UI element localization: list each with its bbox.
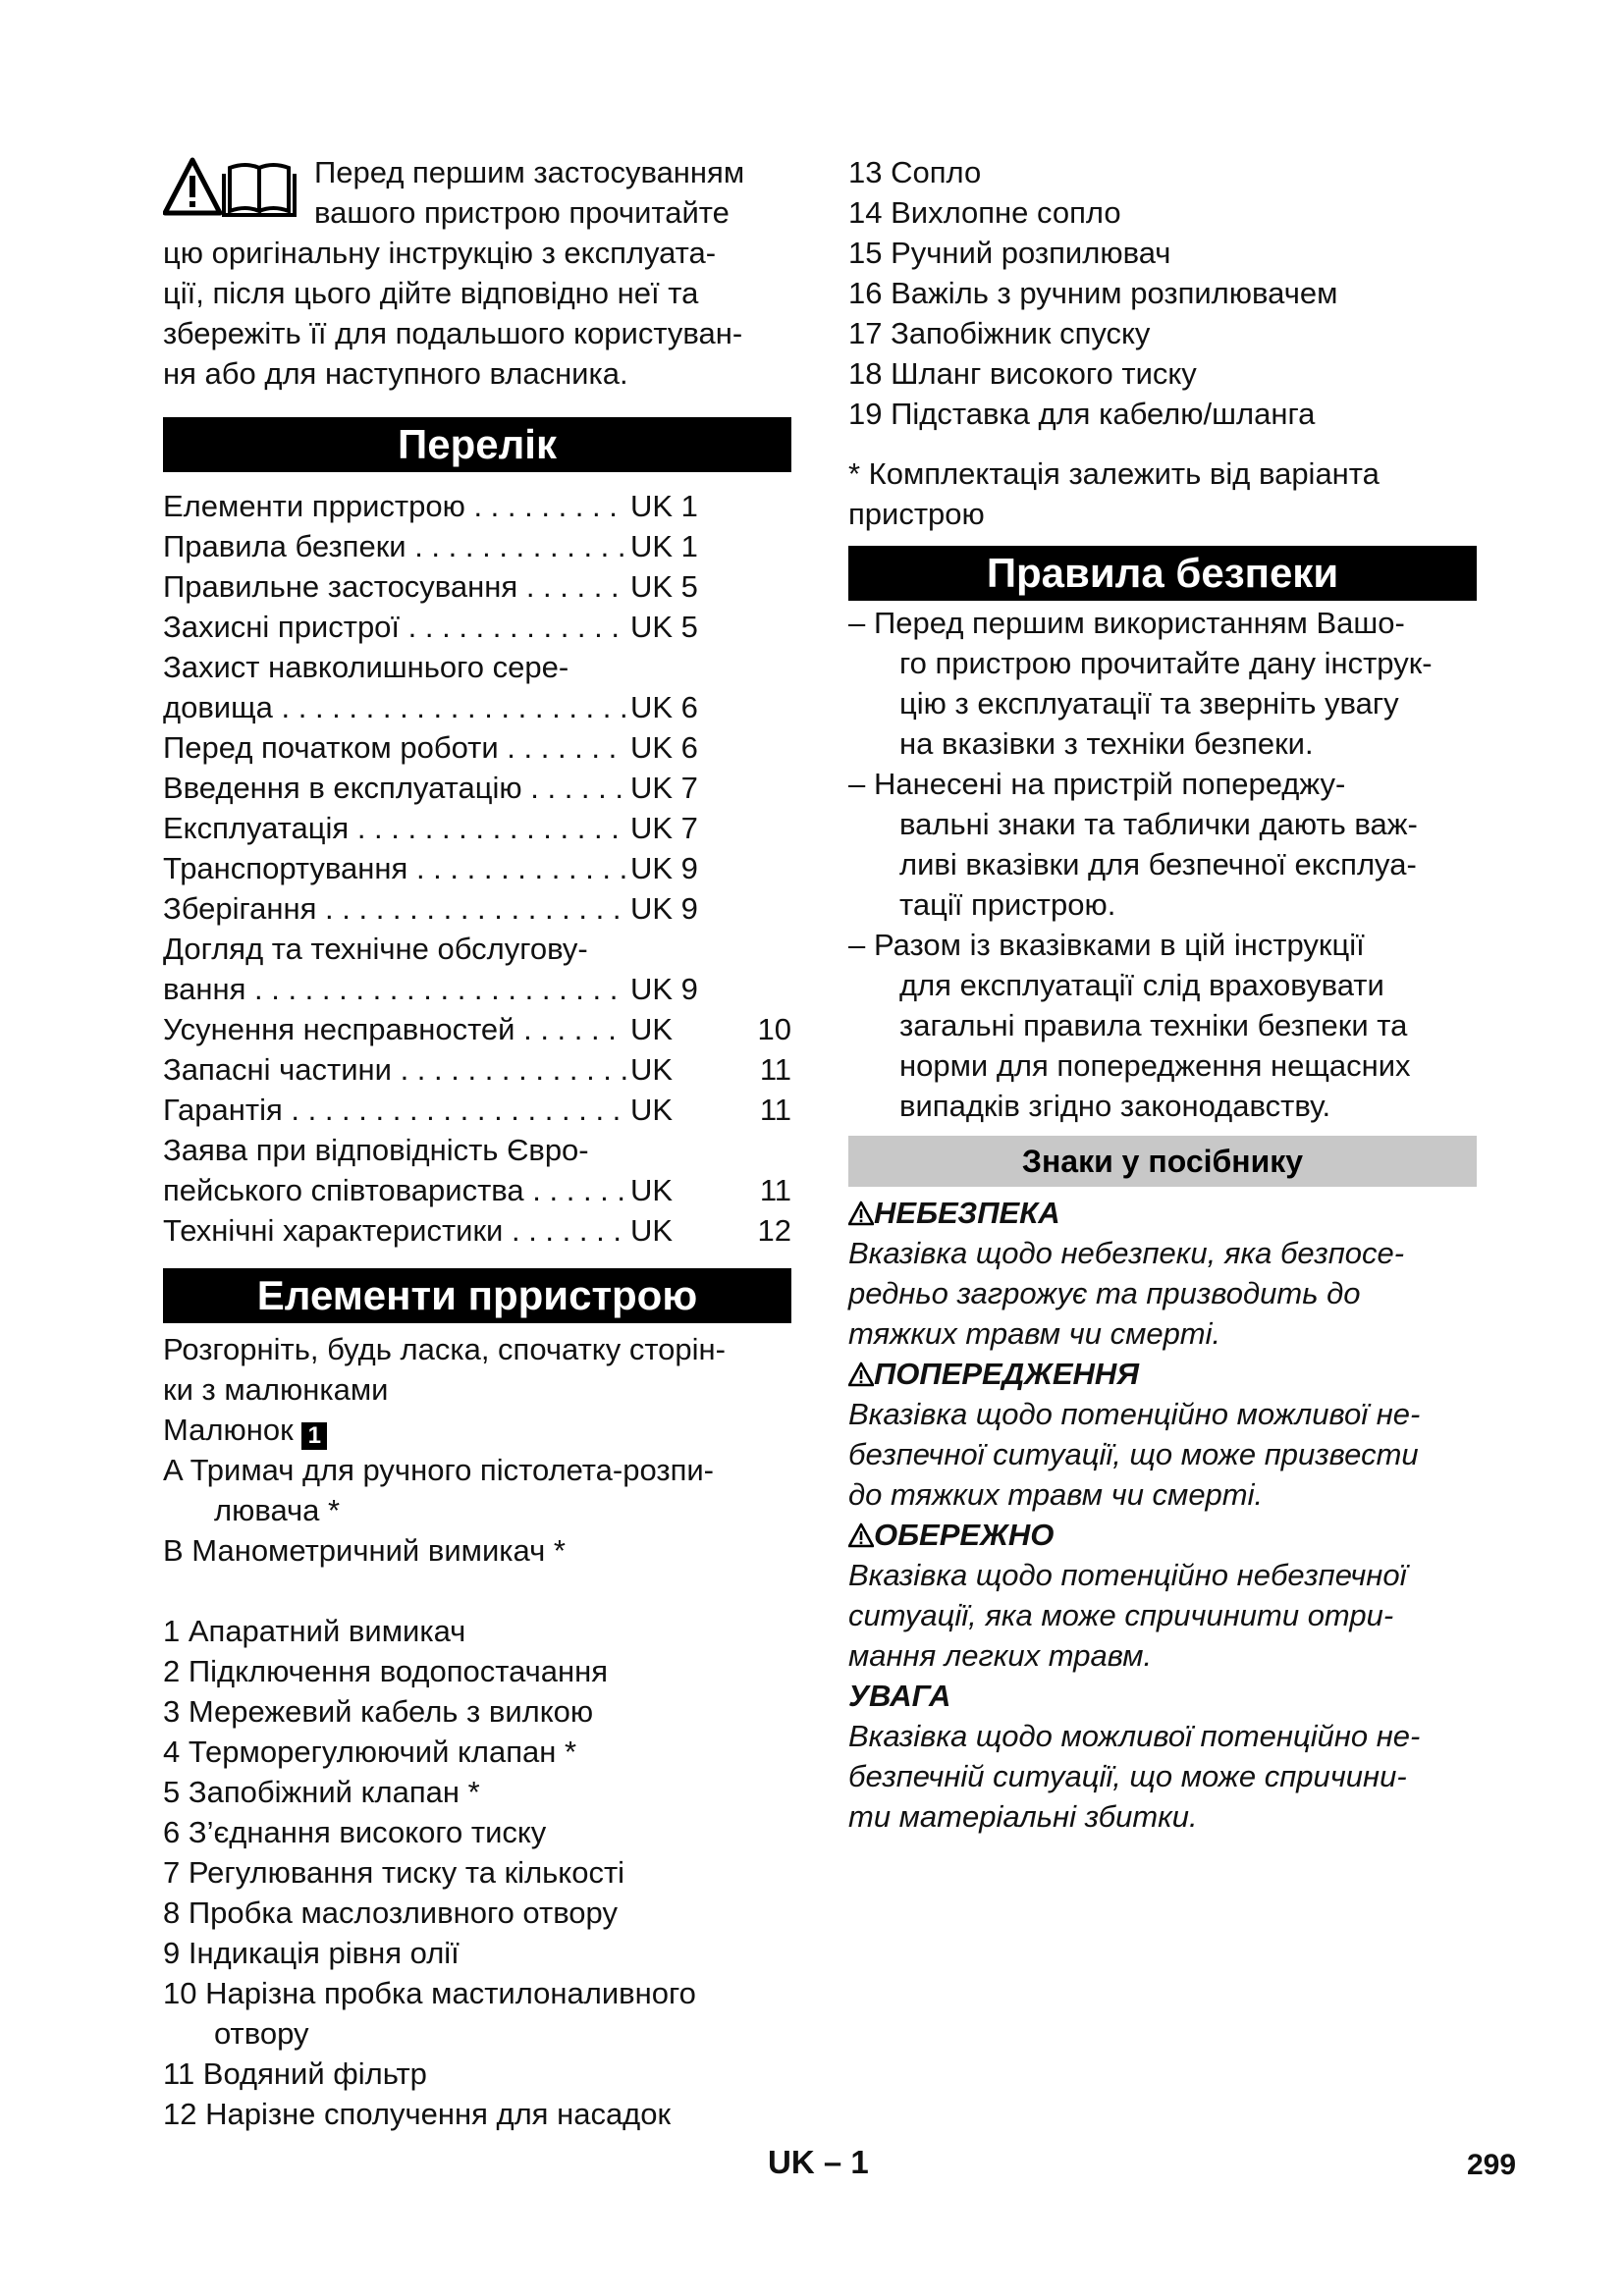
component-item [163,1651,791,1691]
signal-word-title [848,1193,1477,1233]
signal-word-description-line: Вказівка щодо потенційно можливої не- [848,1397,1421,1431]
signal-word-title [848,1354,1477,1394]
component-item: 18 Шланг високого тиску [848,356,1197,391]
toc-entry-page-prefix: UK 1 [630,529,698,563]
toc-entry [163,1049,791,1090]
safety-bullet [848,925,1477,1126]
toc-entry-title: Технічні характеристики . . . [163,1210,626,1251]
toc-entry-page [626,1090,791,1130]
toc-entry-page [626,687,791,727]
component-item: 17 Запобіжник спуску [848,316,1151,350]
toc-entry [163,687,791,727]
letter-items-list [163,1450,791,1571]
toc-entry-page-prefix: UK [630,1052,674,1087]
warning-triangle-icon [165,160,220,213]
signal-word-title [848,1515,1477,1555]
signal-word-label: НЕБЕЗПЕКА [874,1196,1060,1230]
toc-entry-page [626,607,791,647]
toc-entry-page-prefix: UK 5 [630,610,698,644]
note-line: * Комплектація залежить від варіанта [848,456,1380,491]
component-item [163,1732,791,1772]
toc-entry-page [626,1210,791,1251]
toc-entry-page-number: 11 [759,1093,791,1127]
signal-word-block [848,1676,1477,1837]
toc-entry [163,607,791,647]
toc-entry [163,566,791,607]
toc-entry-page-number: 11 [759,1173,791,1207]
component-item [163,1933,791,1973]
toc-entry-page [626,969,791,1009]
component-line: 12 Нарізне сполучення для насадок [163,2097,672,2131]
signal-word-label: ПОПЕРЕДЖЕННЯ [874,1357,1139,1391]
toc-entry-page-prefix: UK [630,1173,674,1207]
bullet-dash: – [848,767,866,801]
toc-entry-title: Зберігання . . . [163,888,626,929]
toc-entry-page-number: 11 [759,1052,791,1087]
toc-entry-page [626,526,791,566]
signal-word-description-line: мання легких травм. [848,1638,1153,1673]
component-line: A Тримач для ручного пістолета-розпи- [163,1453,714,1487]
component-item [163,2054,791,2094]
intro-line: Перед першим застосуванням [314,155,745,189]
toc-entry-page [626,808,791,848]
footer-page-number: 299 [1467,2149,1517,2181]
toc-entry [163,848,791,888]
safety-bullet-line: тації пристрою. [899,887,1116,922]
component-letter-item [163,1450,791,1530]
safety-bullet-line: загальні правила техніки безпеки та [899,1008,1408,1042]
component-item: 14 Вихлопне сопло [848,195,1121,230]
toc-entry [163,969,791,1009]
safety-bullet-line: цію з експлуатації та зверніть увагу [899,686,1399,721]
toc-entry-page-prefix: UK 7 [630,811,698,845]
safety-bullet-line [848,925,1477,965]
toc-entry-page-prefix: UK 9 [630,891,698,926]
signal-word-block [848,1193,1477,1354]
signal-word-label: ОБЕРЕЖНО [874,1518,1055,1552]
component-line: 3 Мережевий кабель з вилкою [163,1694,594,1729]
component-line: 5 Запобіжний клапан * [163,1775,480,1809]
signal-word-label: УВАГА [848,1679,951,1713]
left-column [163,152,791,2134]
component-line: 6 З’єднання високого тиску [163,1815,547,1849]
toc-entry-title: пейського співтовариства . . . [163,1170,626,1210]
toc-entry-title: Усунення несправностей . . . [163,1009,626,1049]
intro-line: вашого пристрою прочитайте [314,195,730,230]
toc-entry-page [626,1009,791,1049]
safety-bullet-text: Нанесені на пристрій попереджу- [874,767,1346,801]
safety-bullet-line: на вказівки з техніки безпеки. [899,726,1314,761]
signal-word-description-line: редньо загрожує та призводить до [848,1276,1361,1310]
component-item: 16 Важіль з ручним розпилювачем [848,276,1338,310]
toc-entry-title: Експлуатація . . . [163,808,626,848]
safety-bullet [848,603,1477,764]
toc-entry [163,1009,791,1049]
signal-word-title [848,1676,1477,1716]
toc-entry [163,808,791,848]
safety-bullet-line: вальні знаки та таблички дають важ- [899,807,1418,841]
component-line: 7 Регулювання тиску та кількості [163,1855,625,1890]
toc-entry [163,727,791,768]
component-letter-item [163,1530,791,1571]
toc-entry-title: Елементи прристрою . . . [163,486,626,526]
toc-entry-page [626,727,791,768]
bullet-dash: – [848,928,866,962]
signal-word-description-line: тяжких травм чи смерті. [848,1316,1221,1351]
signal-word-description-line: ситуації, яка може спричинити отри- [848,1598,1394,1632]
toc-entry-page-prefix: UK 9 [630,972,698,1006]
toc-entry-page [626,486,791,526]
toc-entry-page [626,1049,791,1090]
safety-bullet-line: ливі вказівки для безпечної експлуа- [899,847,1417,881]
toc-entry-title: Введення в експлуатацію . . . [163,768,626,808]
toc-entry [163,888,791,929]
toc-entry-page-prefix: UK 6 [630,690,698,724]
toc-entry-page-prefix: UK 5 [630,569,698,604]
toc-entry [163,1170,791,1210]
toc-entry [163,768,791,808]
component-line: 2 Підключення водопостачання [163,1654,609,1688]
signal-word-block [848,1515,1477,1676]
toc-entry [163,486,791,526]
table-of-contents [163,486,791,1251]
component-item [163,1973,791,2054]
signal-word-description-line: безпечній ситуації, що може спричини- [848,1759,1407,1793]
toc-entry-title: вання . . . [163,969,626,1009]
safety-bullet-line [848,764,1477,804]
toc-entry-page [626,888,791,929]
toc-entry-title: Запасні частини . . . [163,1049,626,1090]
component-line: 1 Апаратний вимикач [163,1614,466,1648]
signal-word-description-line: безпечної ситуації, що може призвести [848,1437,1419,1471]
footer-page-marker [768,2142,869,2182]
elements-intro-line: ки з малюнками [163,1372,389,1407]
signal-word-description-line: Вказівка щодо можливої потенційно не- [848,1719,1421,1753]
intro-line: цю оригінальну інструкцію з експлуата- [163,236,717,270]
toc-entry-page-prefix: UK [630,1213,674,1248]
safety-bullet-line: норми для попередження нещасних [899,1048,1411,1083]
safety-bullet-line: го пристрою прочитайте дану інструк- [899,646,1433,680]
toc-entry-title: Захисні пристрої . . . [163,607,626,647]
toc-entry-title: Гарантія . . . [163,1090,626,1130]
signal-word-block [848,1354,1477,1515]
toc-entry-page-prefix: UK [630,1012,674,1046]
safety-bullets [848,603,1477,1126]
component-item: 13 Сопло [848,155,982,189]
toc-entry-title: Правильне застосування . . . [163,566,626,607]
signal-word-description-line: ти матеріальні збитки. [848,1799,1198,1834]
intro-notice [163,152,791,394]
toc-entry-page [626,768,791,808]
safety-bullet-text: Разом із вказівками в цій інструкції [874,928,1365,962]
toc-entry-wrap-line: Захист навколишнього сере- [163,650,569,684]
figure-reference [163,1410,791,1450]
toc-entry-title: Перед початком роботи . . . [163,727,626,768]
component-item [163,1852,791,1893]
toc-heading: Перелік [163,417,791,472]
toc-entry [163,526,791,566]
toc-entry-page-prefix: UK 7 [630,771,698,805]
safety-bullet-text: Перед першим використанням Вашо- [874,606,1405,640]
warning-triangle-icon [848,1357,874,1391]
warning-triangle-icon [848,1518,874,1552]
toc-entry-page [626,566,791,607]
right-column [848,152,1477,1837]
component-item [163,1893,791,1933]
toc-entry-page-prefix: UK [630,1093,674,1127]
toc-entry-page [626,848,791,888]
component-line: 8 Пробка маслозливного отвору [163,1896,618,1930]
toc-entry-page-prefix: UK 1 [630,489,698,523]
toc-entry-page-prefix: UK 6 [630,730,698,765]
equipment-note [848,454,1477,534]
manual-book-icon [224,165,295,215]
safety-bullet [848,764,1477,925]
component-item [163,2094,791,2134]
toc-entry-page [626,1170,791,1210]
numbered-items-list [163,1611,791,2134]
component-line-continuation: лювача * [214,1493,341,1527]
component-item [163,1691,791,1732]
component-line: 9 Індикація рівня олії [163,1936,460,1970]
toc-entry-page-number: 10 [757,1012,791,1046]
component-item [163,1772,791,1812]
safety-heading: Правила безпеки [848,546,1477,601]
component-line: B Манометричний вимикач * [163,1533,566,1568]
component-line: 11 Водяний фільтр [163,2056,427,2091]
footer-local-page: 1 [850,2144,869,2180]
signal-word-description-line: до тяжких травм чи смерті. [848,1477,1264,1512]
elements-heading: Елементи прристрою [163,1268,791,1323]
safety-bullet-line: для експлуатації слід враховувати [899,968,1384,1002]
toc-entry-title: Правила безпеки . . . [163,526,626,566]
component-item: 19 Підставка для кабелю/шланга [848,397,1316,431]
component-item [163,1611,791,1651]
signals-heading: Знаки у посібнику [848,1136,1477,1187]
toc-entry-title: Транспортування . . . [163,848,626,888]
intro-line: збережіть її для подальшого користуван- [163,316,743,350]
toc-entry-page-prefix: UK 9 [630,851,698,885]
toc-entry [163,1090,791,1130]
toc-entry-title: довища . . . [163,687,626,727]
intro-line: ції, після цього дійте відповідно неї та [163,276,699,310]
safety-bullet-line: випадків згідно законодавству. [899,1089,1331,1123]
component-item: 15 Ручний розпилювач [848,236,1171,270]
toc-entry [163,1210,791,1251]
intro-line: ня або для наступного власника. [163,356,628,391]
safety-bullet-line [848,603,1477,643]
warning-triangle-icon [848,1196,874,1230]
signal-word-description-line: Вказівка щодо небезпеки, яка безпосе- [848,1236,1405,1270]
toc-entry-page-number: 12 [757,1213,791,1248]
component-line: 10 Нарізна пробка мастилоналивного [163,1976,696,2010]
elements-intro-line: Розгорніть, будь ласка, спочатку сторін- [163,1332,726,1366]
bullet-dash: – [848,606,866,640]
toc-entry-wrap-line: Догляд та технічне обслугову- [163,932,588,966]
signal-word-description-line: Вказівка щодо потенційно небезпечної [848,1558,1407,1592]
footer-dash: – [823,2144,842,2180]
elements-intro [163,1329,791,1410]
toc-entry-wrap-line: Заява при відповідність Євро- [163,1133,589,1167]
figure-label: Малюнок [163,1413,294,1447]
component-line-continuation: отвору [214,2016,309,2051]
component-line: 4 Терморегулюючий клапан * [163,1735,577,1769]
signal-words-list [848,1193,1477,1837]
numbered-items-list-continued [848,152,1477,434]
warning-and-manual-icons [163,154,308,219]
figure-number-badge: 1 [301,1422,327,1450]
note-line: пристрою [848,497,985,531]
footer-section: UK [768,2144,815,2180]
component-item [163,1812,791,1852]
